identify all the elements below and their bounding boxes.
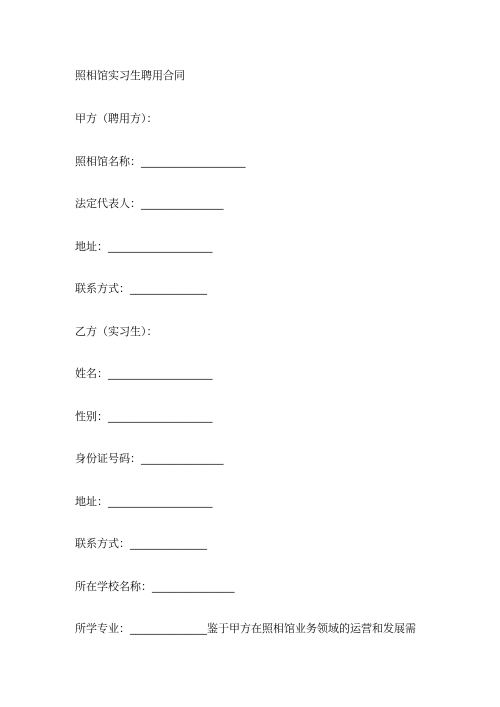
studio-name-field: 照相馆名称：___________________ [75, 155, 246, 168]
major-field: 所学专业：______________鉴于甲方在照相馆业务领域的运营和发展需 [75, 622, 416, 635]
party-b-address-field: 地址：___________________ [75, 495, 213, 508]
legal-representative-field: 法定代表人：_______________ [75, 197, 224, 210]
party-b-contact-field: 联系方式：______________ [75, 537, 207, 550]
party-a-contact-field: 联系方式：______________ [75, 282, 207, 295]
party-a-heading: 甲方（聘用方）： [75, 112, 158, 125]
school-name-field: 所在学校名称：_______________ [75, 580, 235, 593]
document-title: 照相馆实习生聘用合同 [75, 69, 185, 82]
party-b-heading: 乙方（实习生）： [75, 325, 158, 338]
party-a-address-field: 地址：___________________ [75, 240, 213, 253]
name-field: 姓名：___________________ [75, 367, 213, 380]
gender-field: 性别：___________________ [75, 410, 213, 423]
id-number-field: 身份证号码：_______________ [75, 452, 224, 465]
